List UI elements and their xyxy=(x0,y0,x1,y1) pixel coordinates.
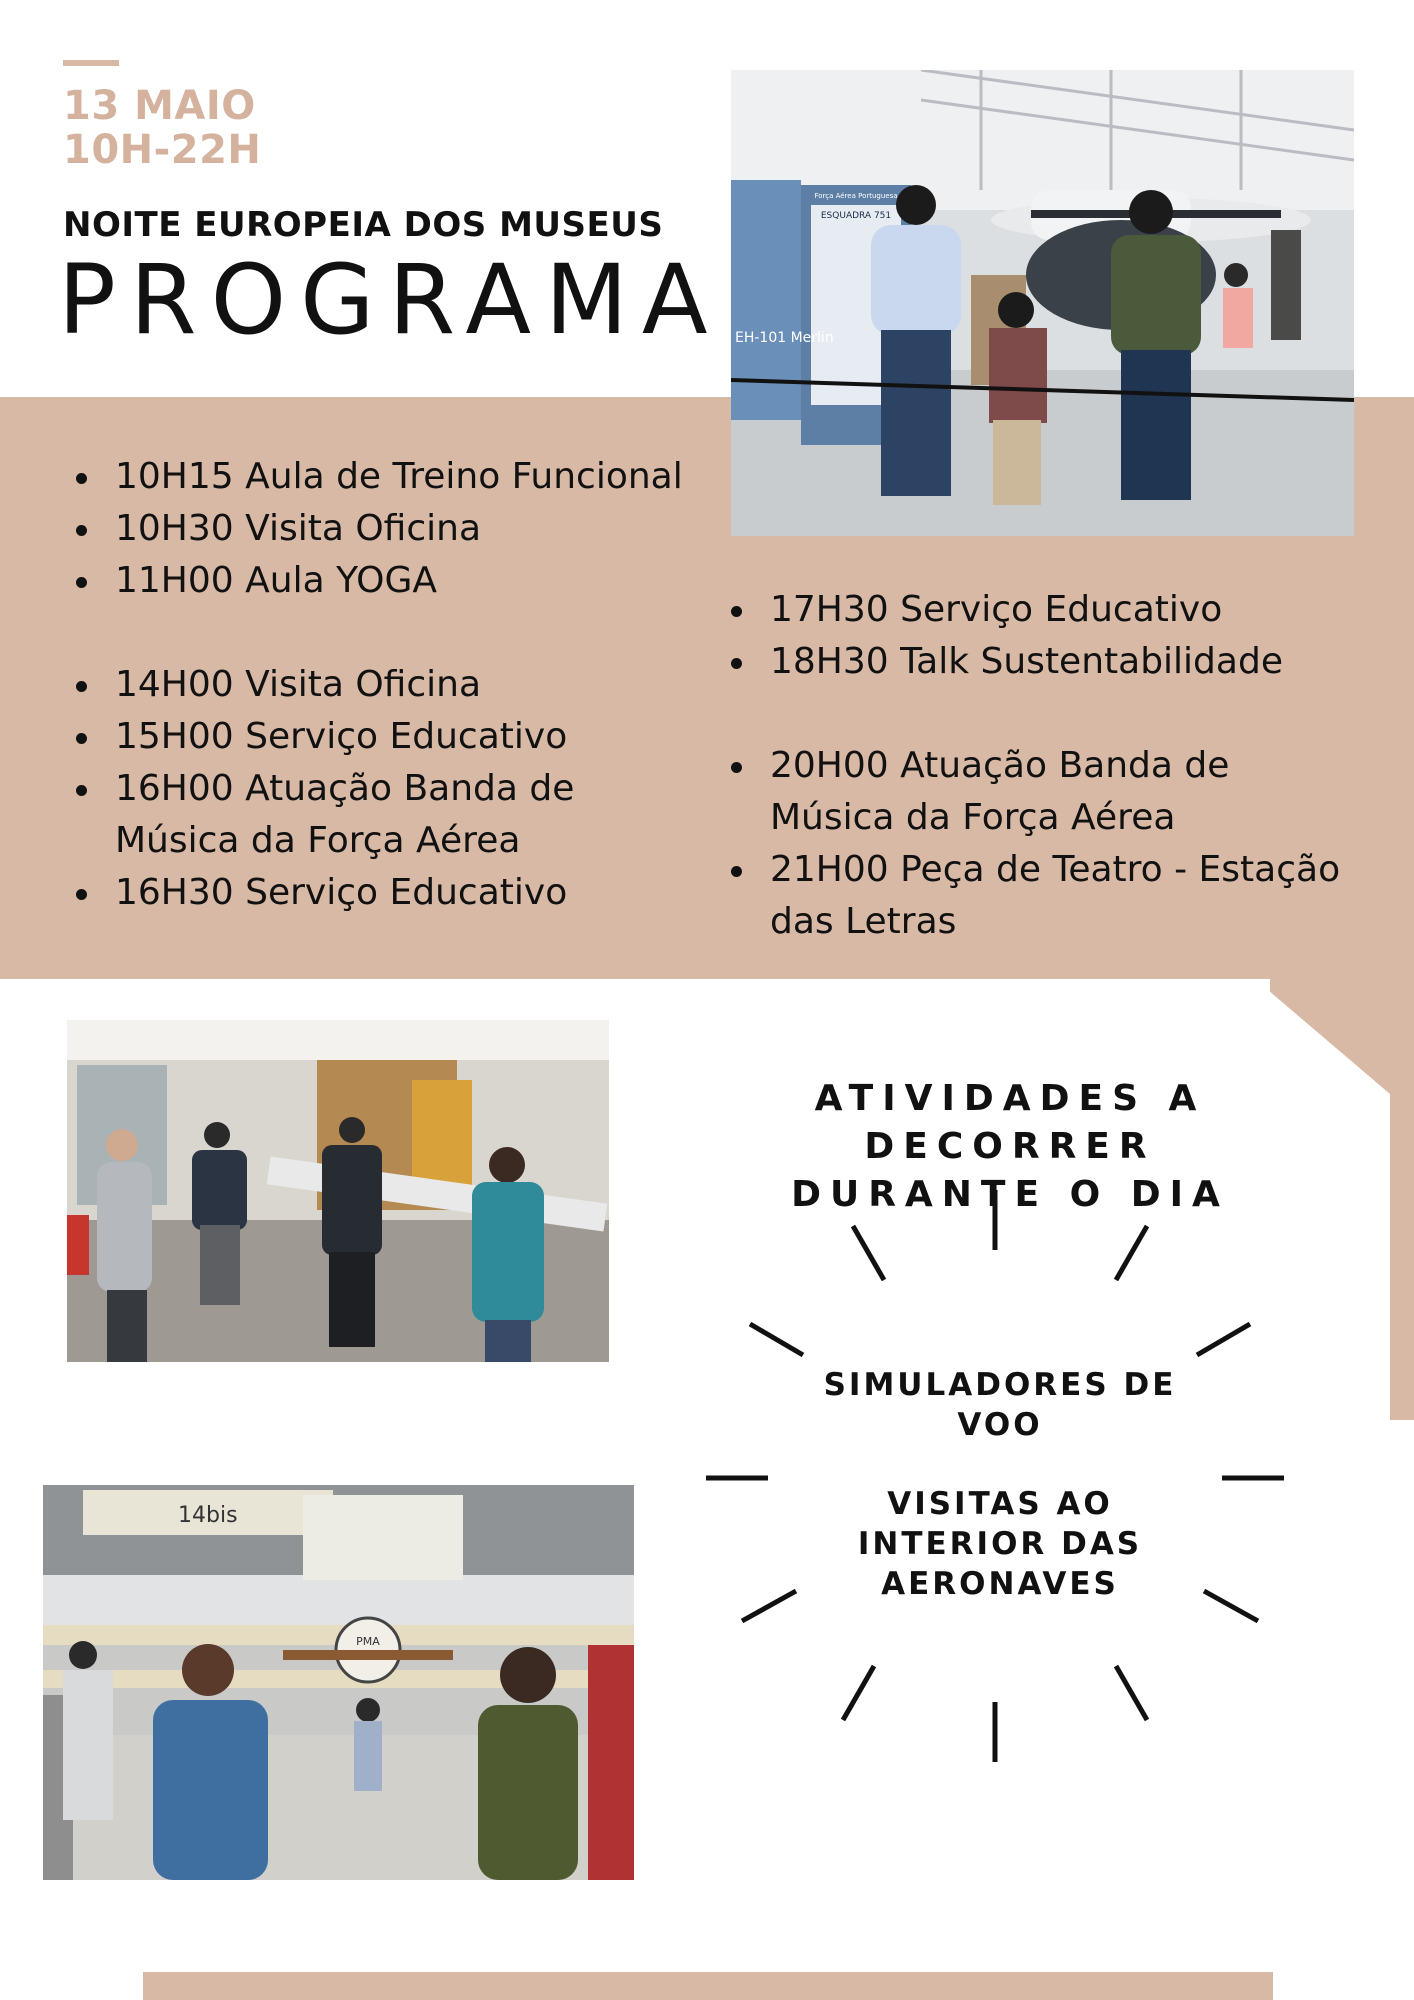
activity-line: VOO xyxy=(957,1407,1043,1443)
schedule-item: 16H00 Atuação Banda de Música da Força Aérea xyxy=(63,763,605,867)
accent-line xyxy=(63,60,119,66)
activity-line: SIMULADORES DE xyxy=(823,1367,1177,1403)
event-subtitle: NOITE EUROPEIA DOS MUSEUS xyxy=(63,205,664,245)
activity-line: VISITAS AO xyxy=(887,1486,1113,1522)
activity-line: AERONAVES xyxy=(881,1566,1119,1602)
schedule-item: 17H30 Serviço Educativo xyxy=(718,584,1378,636)
page-title: PROGRAMA xyxy=(58,244,722,356)
schedule-item: 18H30 Talk Sustentabilidade xyxy=(718,636,1378,688)
schedule-item: 20H00 Atuação Banda de Música da Força Aérea xyxy=(718,740,1290,844)
footer-bar xyxy=(143,1972,1273,2000)
activity-aircraft-visits xyxy=(800,1484,1200,1604)
activity-flight-simulators xyxy=(800,1365,1200,1445)
schedule-item: 16H30 Serviço Educativo xyxy=(63,867,703,919)
schedule-item: 10H15 Aula de Treino Funcional xyxy=(63,451,703,503)
panel-label-big: ESQUADRA 751 xyxy=(820,211,892,221)
panel-label-bottom: EH-101 Merlin xyxy=(735,330,834,346)
museum-helicopter-exhibit-photo xyxy=(731,70,1354,536)
schedule-right-list xyxy=(718,584,1378,948)
workshop-visit-photo xyxy=(67,1020,609,1362)
date-day: 13 MAIO xyxy=(63,83,256,129)
schedule-item: 11H00 Aula YOGA xyxy=(63,555,703,607)
panel-label-small: Força Aérea Portuguesa xyxy=(814,192,898,200)
schedule-left-list xyxy=(63,451,703,919)
date-hours: 10H-22H xyxy=(63,127,262,173)
schedule-item: 15H00 Serviço Educativo xyxy=(63,711,703,763)
schedule-item: 21H00 Peça de Teatro - Estação das Letras xyxy=(718,844,1395,948)
schedule-item: 10H30 Visita Oficina xyxy=(63,503,703,555)
sunburst-rays xyxy=(690,1180,1310,1780)
prop-label: PMA xyxy=(356,1635,380,1648)
schedule-item: 14H00 Visita Oficina xyxy=(63,659,703,711)
activity-line: INTERIOR DAS xyxy=(857,1526,1143,1562)
event-date xyxy=(63,84,261,172)
hangar-visitors-photo xyxy=(43,1485,634,1880)
activities-title-line2: DURANTE O DIA xyxy=(791,1174,1229,1215)
activities-title-line1: ATIVIDADES A DECORRER xyxy=(814,1078,1206,1167)
plane-label: 14bis xyxy=(178,1503,238,1528)
